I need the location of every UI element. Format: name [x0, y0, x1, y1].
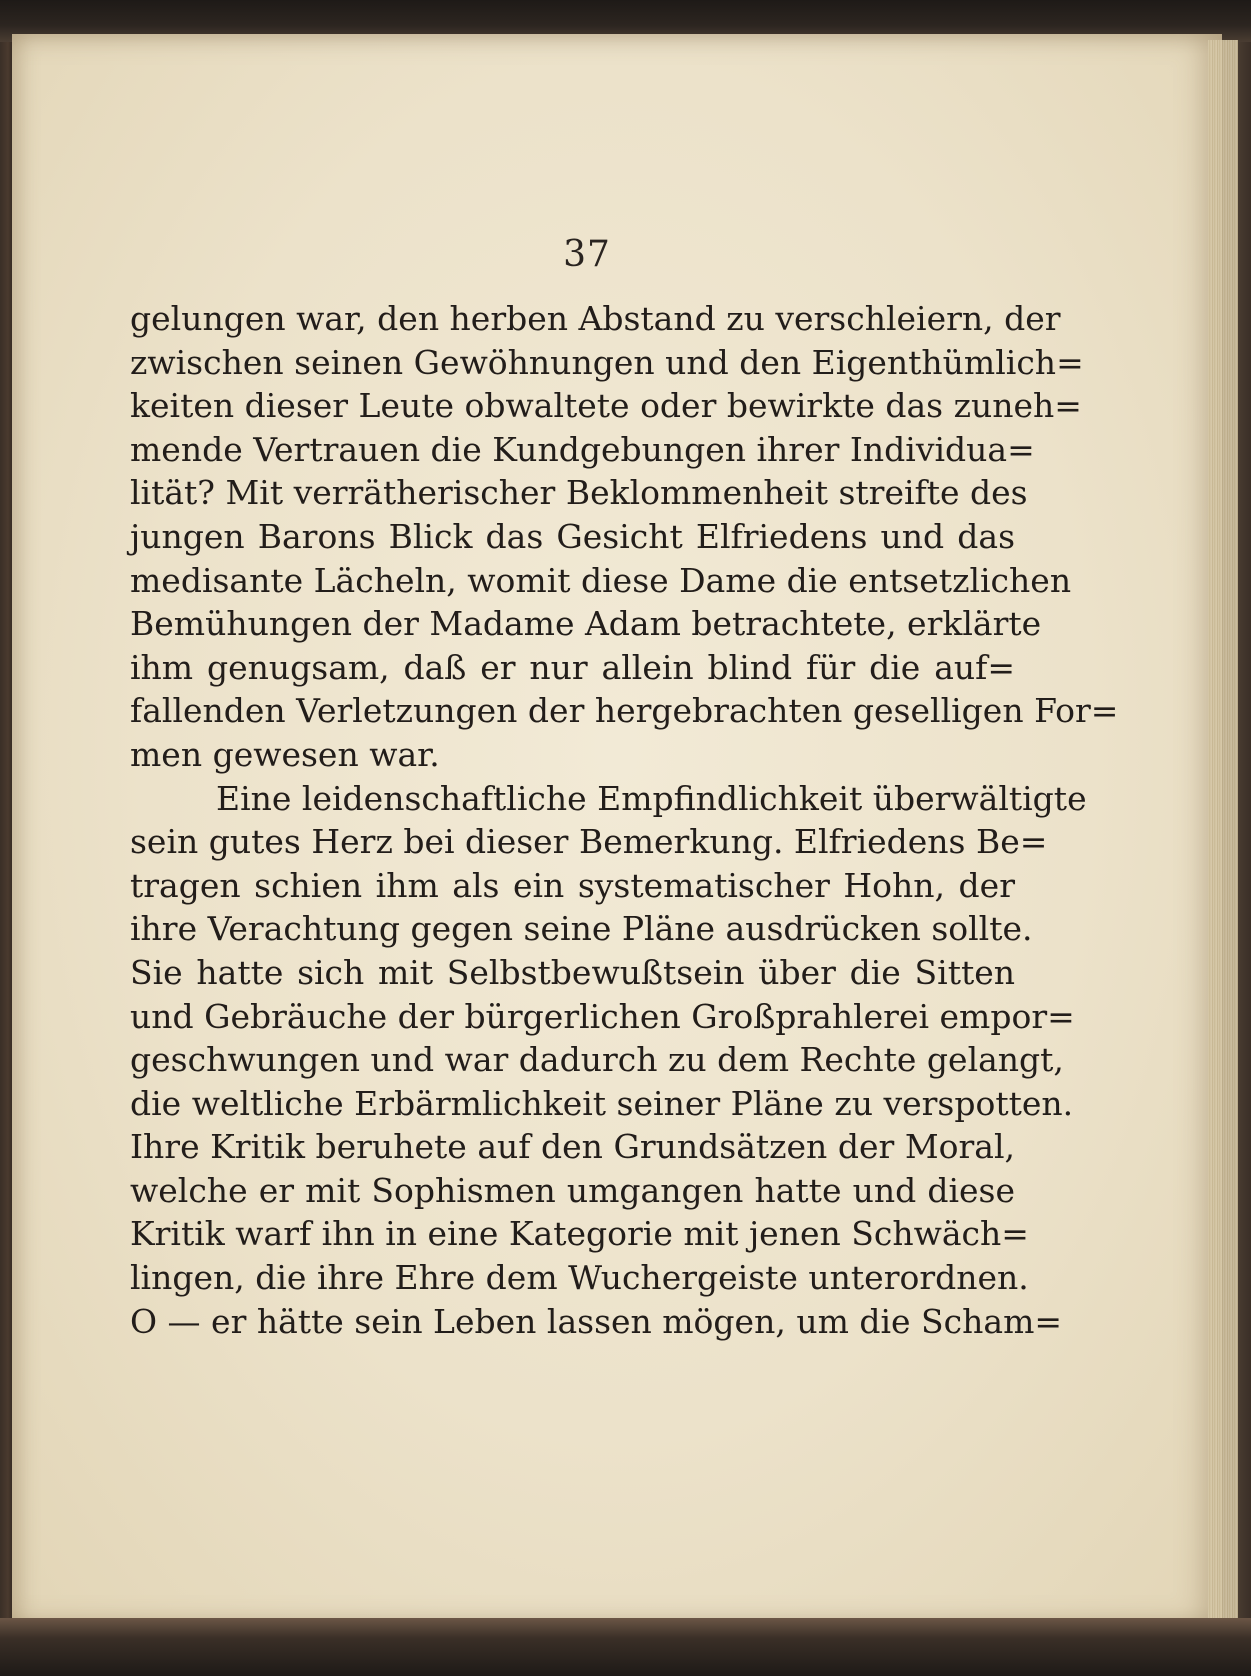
text-line: Ihre Kritik beruhete auf den Grundsätzen der Moral,: [130, 1127, 1015, 1167]
text-line: lität? Mit verrätherischer Beklommenheit streifte des: [130, 473, 1028, 513]
page-number: 37: [563, 234, 611, 275]
text-line: und Gebräuche der bürgerlichen Großprahlerei empor=: [130, 996, 1075, 1036]
text-line: keiten dieser Leute obwaltete oder bewirkte das zuneh=: [130, 386, 1082, 426]
text-line: geschwungen und war dadurch zu dem Rechte gelangt,: [130, 1040, 1064, 1080]
text-line: tragen schien ihm als ein systematischer Hohn, der: [130, 865, 1015, 905]
text-line: ihm genugsam, daß er nur allein blind für die auf=: [130, 647, 1015, 687]
book-bottom-edge: [0, 1618, 1251, 1676]
text-line: fallenden Verletzungen der hergebrachten geselligen For=: [130, 691, 1119, 731]
text-line: die weltliche Erbärmlichkeit seiner Pläne zu verspotten.: [130, 1083, 1074, 1123]
text-line: ihre Verachtung gegen seine Pläne ausdrücken sollte.: [130, 909, 1033, 949]
text-line: Kritik warf ihn in eine Kategorie mit jenen Schwäch=: [130, 1214, 1029, 1254]
text-line: sein gutes Herz bei dieser Bemerkung. Elfriedens Be=: [130, 822, 1048, 862]
text-line: medisante Lächeln, womit diese Dame die entsetzlichen: [130, 560, 1072, 600]
text-line: Bemühungen der Madame Adam betrachtete, erklärte: [130, 604, 1042, 644]
text-line: gelungen war, den herben Abstand zu verschleiern, der: [130, 299, 1061, 338]
text-line: zwischen seinen Gewöhnungen und den Eigenthümlich=: [130, 342, 1084, 382]
body-text: [130, 297, 1119, 1343]
text-line: jungen Barons Blick das Gesicht Elfriedens und das: [130, 516, 1015, 556]
text-line: lingen, die ihre Ehre dem Wuchergeiste unterordnen.: [130, 1258, 1029, 1298]
text-line: O — er hätte sein Leben lassen mögen, um die Scham=: [130, 1301, 1063, 1341]
page-stack-edges: [1208, 40, 1238, 1620]
paragraph-end-line: men gewesen war.: [130, 734, 440, 774]
paragraph-start-line: Eine leidenschaftliche Empfindlichkeit überwältigte: [216, 778, 1087, 818]
text-line: mende Vertrauen die Kundgebungen ihrer Individua=: [130, 429, 1035, 469]
text-line: Sie hatte sich mit Selbstbewußtsein über die Sitten: [130, 952, 1015, 992]
text-line: welche er mit Sophismen umgangen hatte und diese: [130, 1170, 1015, 1210]
